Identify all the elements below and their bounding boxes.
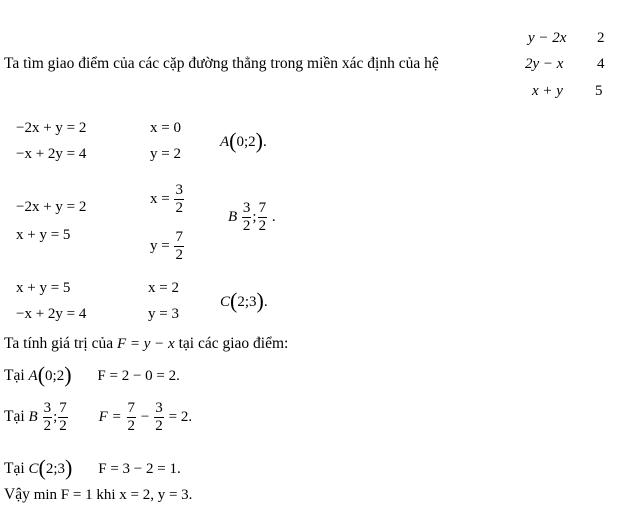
point-A-label: A xyxy=(220,134,230,150)
systemA-eq1: −2x + y = 2 xyxy=(16,120,87,136)
at-A-line: Tại A(0;2) F = 2 − 0 = 2. xyxy=(4,362,180,387)
system-row-1-rhs: 2 xyxy=(597,30,605,46)
point-C-period: . xyxy=(263,294,268,310)
systemB-y-num: 7 xyxy=(175,229,183,245)
at-A-label: A xyxy=(28,368,38,384)
at-B-f2-num: 3 xyxy=(155,400,163,416)
systemB-x-den: 2 xyxy=(175,200,183,216)
system-row-1-lhs: y − 2x xyxy=(528,30,567,46)
point-B-y-num: 7 xyxy=(258,200,267,216)
intro-text: Ta tìm giao điểm của các cặp đường thẳng trong miền xác định của hệ xyxy=(4,55,439,72)
point-C-label: C xyxy=(220,294,231,310)
at-C-prefix: Tại xyxy=(4,460,25,477)
conclusion-line xyxy=(4,486,192,504)
systemB-eq2: x + y = 5 xyxy=(16,227,71,243)
systemC-sol-x: x = 2 xyxy=(148,280,179,296)
system-row-2-rhs: 4 xyxy=(597,56,605,72)
at-B-prefix: Tại xyxy=(4,408,25,426)
at-C-calc: F = 3 − 2 = 1. xyxy=(98,461,181,477)
at-C-line: Tại C(2;3) F = 3 − 2 = 1. xyxy=(4,455,181,480)
at-B-f2-den: 2 xyxy=(155,418,163,434)
point-B-sep: ; xyxy=(252,208,257,225)
system-row-2-lhs: 2y − x xyxy=(525,56,564,72)
point-B xyxy=(228,200,276,235)
at-B-y-num: 7 xyxy=(59,400,67,416)
compute-text2: tại các giao điểm: xyxy=(178,335,289,352)
point-A: A(0;2). xyxy=(220,128,267,153)
systemA-eq2: −x + 2y = 4 xyxy=(16,146,87,162)
compute-line xyxy=(4,335,288,353)
compute-formula: F = y − x xyxy=(116,336,175,352)
point-C-coords: 2;3 xyxy=(237,294,257,310)
systemB-eq1: −2x + y = 2 xyxy=(16,199,87,215)
systemB-x-num: 3 xyxy=(175,182,183,198)
systemA-sol-x: x = 0 xyxy=(150,120,181,136)
point-A-period: . xyxy=(263,134,267,150)
at-B-minus: − xyxy=(140,409,150,426)
at-A-prefix: Tại xyxy=(4,367,25,384)
point-C: C(2;3). xyxy=(220,288,268,313)
at-B-f1-num: 7 xyxy=(127,400,136,416)
point-B-label: B xyxy=(228,208,238,225)
systemC-eq1: x + y = 5 xyxy=(16,280,71,296)
at-B-f: F = xyxy=(98,409,122,426)
point-B-y-den: 2 xyxy=(258,218,267,234)
conclusion-expr: min F = 1 khi x = 2, y = 3. xyxy=(33,487,193,503)
point-B-period: . xyxy=(271,208,276,225)
systemA-sol-y: y = 2 xyxy=(150,146,181,162)
system-row-3-lhs: x + y xyxy=(532,83,563,99)
systemB-sol-y xyxy=(150,229,185,264)
point-B-x-num: 3 xyxy=(242,200,251,216)
system-row-3-rhs: 5 xyxy=(595,83,603,99)
systemB-y-var: y = xyxy=(150,237,170,254)
at-A-coords: 0;2 xyxy=(45,368,65,384)
point-A-coords: 0;2 xyxy=(236,134,256,150)
systemB-x-var: x = xyxy=(150,190,170,207)
conclusion-text: Vậy xyxy=(4,486,30,503)
at-B-sep: ; xyxy=(53,409,58,426)
at-B-f1-den: 2 xyxy=(127,418,136,434)
systemB-sol-x xyxy=(150,182,185,217)
at-B-x-num: 3 xyxy=(43,400,52,416)
systemC-eq2: −x + 2y = 4 xyxy=(16,306,87,322)
at-B-y-den: 2 xyxy=(59,418,67,434)
at-C-label: C xyxy=(28,461,39,477)
point-B-x-den: 2 xyxy=(242,218,251,234)
at-B-x-den: 2 xyxy=(43,418,52,434)
systemB-y-den: 2 xyxy=(175,247,183,263)
at-C-coords: 2;3 xyxy=(45,461,66,477)
at-B-line xyxy=(4,400,192,435)
compute-text: Ta tính giá trị của xyxy=(4,335,114,352)
at-A-calc: F = 2 − 0 = 2. xyxy=(97,368,180,384)
at-B-label: B xyxy=(28,409,38,426)
systemC-sol-y: y = 3 xyxy=(148,306,179,322)
at-B-result: = 2. xyxy=(168,409,193,426)
